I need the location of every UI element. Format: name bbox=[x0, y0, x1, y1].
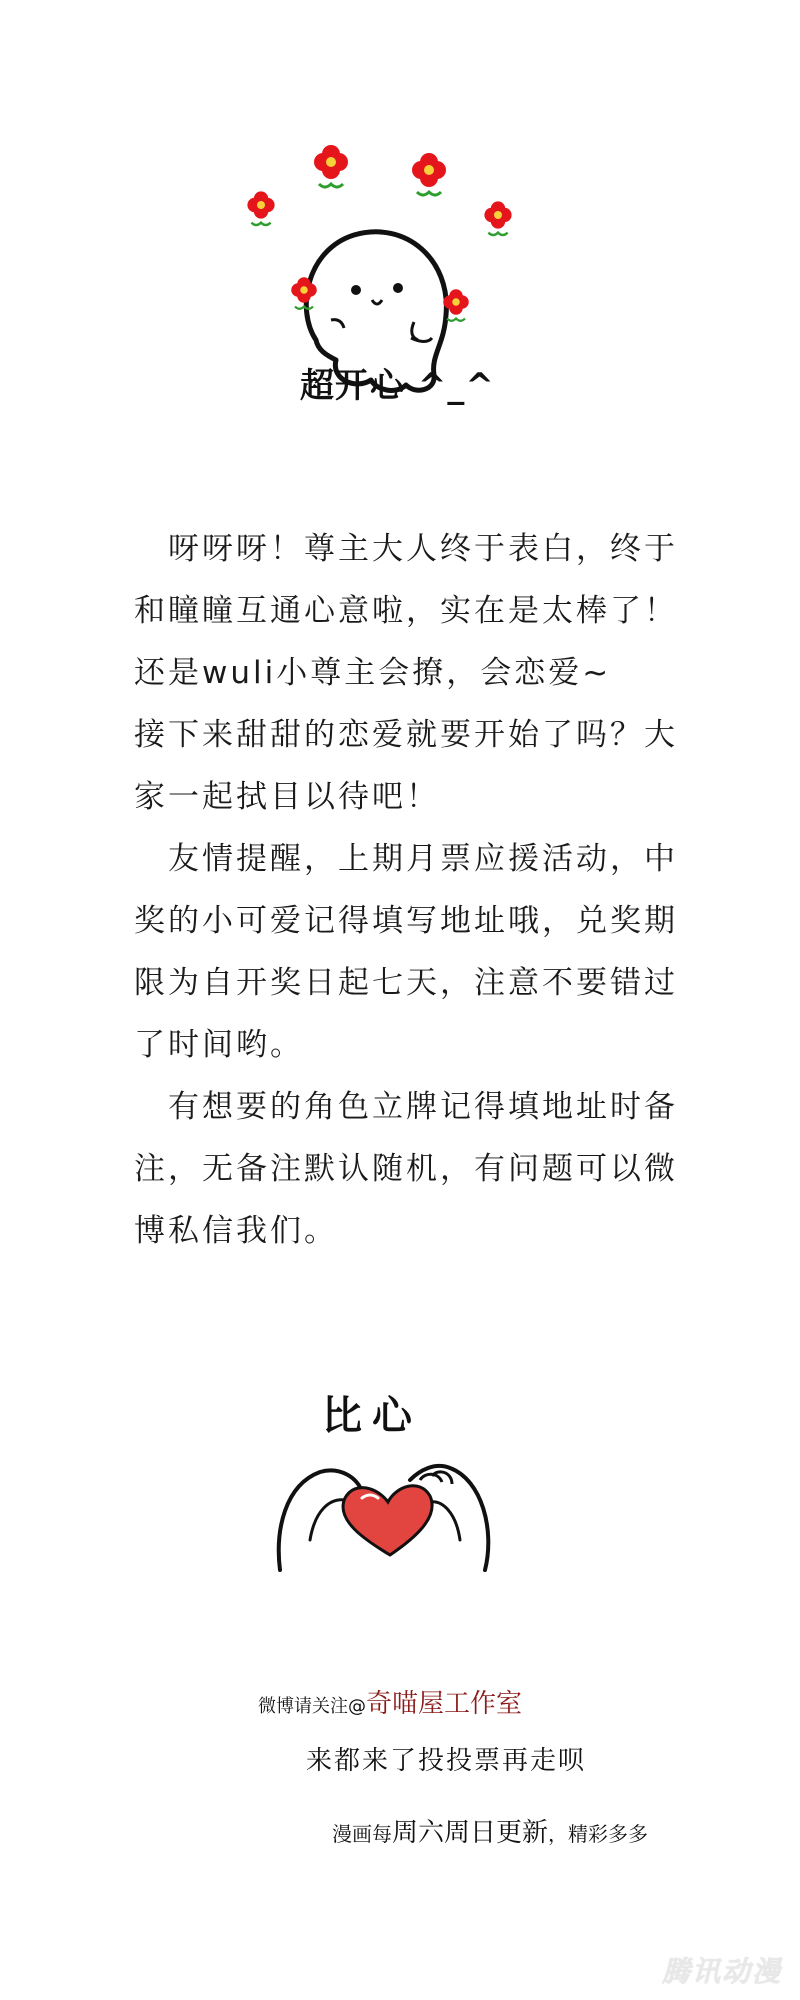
text-line: 奖的小可爱记得填写地址哦，兑奖期 bbox=[134, 903, 678, 939]
update-schedule-line bbox=[332, 1812, 648, 1849]
text-line: 和瞳瞳互通心意啦，实在是太棒了！ bbox=[134, 593, 678, 629]
watermark-logo: 腾讯动漫 bbox=[661, 1955, 782, 1988]
text-line: 还是wuli小尊主会撩，会恋爱~ bbox=[134, 655, 612, 691]
text-line: 家一起拭目以待吧！ bbox=[134, 779, 440, 815]
weibo-follow-prefix: 微博请关注@ bbox=[258, 1696, 366, 1717]
vote-reminder-line: 来都来了投投票再走呗 bbox=[306, 1746, 587, 1776]
text-line: 接下来甜甜的恋爱就要开始了吗？大 bbox=[134, 717, 678, 753]
weibo-follow-line bbox=[258, 1683, 522, 1720]
schedule-suffix: ，精彩多多 bbox=[548, 1822, 649, 1846]
text-line: 注，无备注默认随机，有问题可以微 bbox=[134, 1151, 678, 1187]
paragraph-1 bbox=[134, 518, 714, 828]
text-line: 友情提醒，上期月票应援活动，中 bbox=[134, 841, 678, 877]
sticker-caption-bixin: 比心 bbox=[322, 1393, 422, 1439]
text-line: 有想要的角色立牌记得填地址时备 bbox=[134, 1089, 678, 1125]
sticker-caption-happy: 超开心 ^_^ bbox=[300, 366, 495, 406]
paragraph-3 bbox=[134, 1076, 714, 1262]
text-line: 限为自开奖日起七天，注意不要错过 bbox=[134, 965, 678, 1001]
paragraph-2 bbox=[134, 828, 714, 1076]
schedule-prefix: 漫画每 bbox=[332, 1822, 392, 1846]
text-line: 博私信我们。 bbox=[134, 1213, 338, 1249]
text-line: 呀呀呀！尊主大人终于表白，终于 bbox=[134, 531, 678, 567]
text-line: 了时间哟。 bbox=[134, 1027, 304, 1063]
studio-name: 奇喵屋工作室 bbox=[366, 1689, 523, 1719]
schedule-days: 周六周日更新 bbox=[392, 1818, 549, 1848]
